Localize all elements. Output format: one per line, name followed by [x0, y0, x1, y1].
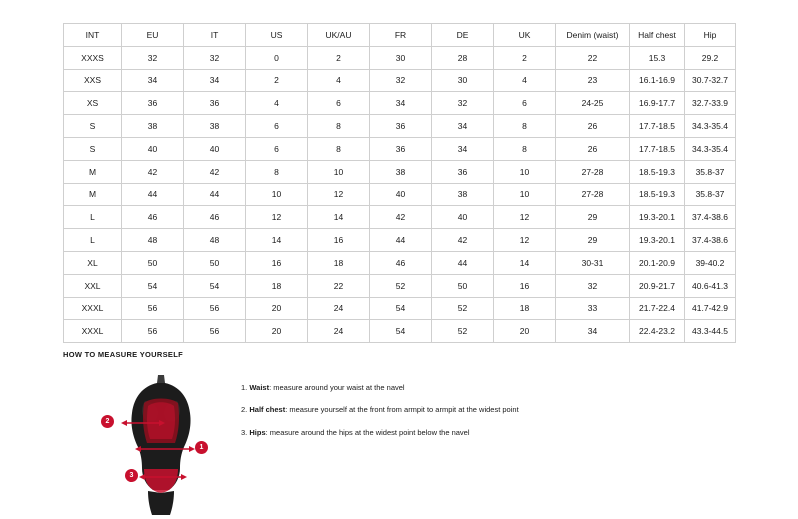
- cell-us: 0: [246, 46, 308, 69]
- cell-it: 56: [184, 297, 246, 320]
- step-term: Half chest: [249, 405, 286, 415]
- how-to-measure-body: [63, 373, 763, 518]
- cell-it: 38: [184, 115, 246, 138]
- bullet-marker-3: 3: [125, 469, 138, 482]
- column-header-int: INT: [64, 24, 122, 47]
- cell-us: 4: [246, 92, 308, 115]
- cell-de: 52: [432, 320, 494, 343]
- cell-uk-au: 18: [308, 251, 370, 274]
- table-body: [64, 46, 736, 342]
- table-row: [64, 297, 736, 320]
- cell-fr: 46: [370, 251, 432, 274]
- cell-half-chest: 17.7-18.5: [630, 115, 685, 138]
- cell-us: 8: [246, 160, 308, 183]
- cell-de: 28: [432, 46, 494, 69]
- table-row: [64, 160, 736, 183]
- table-row: [64, 92, 736, 115]
- column-header-us: US: [246, 24, 308, 47]
- cell-half-chest: 18.5-19.3: [630, 183, 685, 206]
- cell-eu: 36: [122, 92, 184, 115]
- cell-us: 2: [246, 69, 308, 92]
- cell-int: S: [64, 115, 122, 138]
- cell-half-chest: 19.3-20.1: [630, 229, 685, 252]
- table-row: [64, 115, 736, 138]
- cell-de: 38: [432, 183, 494, 206]
- cell-de: 34: [432, 137, 494, 160]
- step-term: Hips: [249, 427, 266, 437]
- how-to-measure-section: [63, 350, 763, 518]
- table-row: [64, 183, 736, 206]
- cell-half-chest: 18.5-19.3: [630, 160, 685, 183]
- cell-uk: 18: [494, 297, 556, 320]
- cell-fr: 36: [370, 115, 432, 138]
- cell-eu: 48: [122, 229, 184, 252]
- cell-uk-au: 22: [308, 274, 370, 297]
- cell-uk-au: 10: [308, 160, 370, 183]
- cell-eu: 44: [122, 183, 184, 206]
- measure-step-hips: [241, 428, 519, 437]
- cell-eu: 34: [122, 69, 184, 92]
- cell-eu: 56: [122, 320, 184, 343]
- cell-int: XXXS: [64, 46, 122, 69]
- cell-it: 32: [184, 46, 246, 69]
- cell-fr: 54: [370, 320, 432, 343]
- measure-step-waist: [241, 383, 519, 392]
- cell-fr: 52: [370, 274, 432, 297]
- step-number: 1.: [241, 383, 248, 392]
- cell-uk-au: 8: [308, 137, 370, 160]
- cell-half-chest: 15.3: [630, 46, 685, 69]
- cell-it: 54: [184, 274, 246, 297]
- cell-de: 36: [432, 160, 494, 183]
- cell-de: 50: [432, 274, 494, 297]
- cell-fr: 32: [370, 69, 432, 92]
- cell-half-chest: 19.3-20.1: [630, 206, 685, 229]
- cell-half-chest: 16.1-16.9: [630, 69, 685, 92]
- cell-us: 6: [246, 137, 308, 160]
- cell-uk-au: 4: [308, 69, 370, 92]
- step-text: : measure around the hips at the widest point below the navel: [265, 427, 470, 437]
- cell-de: 52: [432, 297, 494, 320]
- cell-int: L: [64, 229, 122, 252]
- cell-hip: 32.7-33.9: [685, 92, 736, 115]
- cell-de: 42: [432, 229, 494, 252]
- cell-denim-waist: 24-25: [556, 92, 630, 115]
- cell-int: XXL: [64, 274, 122, 297]
- cell-fr: 44: [370, 229, 432, 252]
- size-chart-table: [63, 23, 736, 343]
- cell-eu: 42: [122, 160, 184, 183]
- bullet-marker-2: 2: [101, 415, 114, 428]
- cell-hip: 37.4-38.6: [685, 206, 736, 229]
- cell-half-chest: 16.9-17.7: [630, 92, 685, 115]
- cell-hip: 43.3-44.5: [685, 320, 736, 343]
- table-row: [64, 69, 736, 92]
- cell-int: L: [64, 206, 122, 229]
- cell-us: 20: [246, 297, 308, 320]
- measure-steps-list: [241, 373, 519, 450]
- cell-uk: 8: [494, 115, 556, 138]
- cell-hip: 35.8-37: [685, 183, 736, 206]
- cell-int: M: [64, 160, 122, 183]
- cell-eu: 32: [122, 46, 184, 69]
- cell-uk-au: 2: [308, 46, 370, 69]
- cell-us: 20: [246, 320, 308, 343]
- cell-it: 50: [184, 251, 246, 274]
- cell-it: 48: [184, 229, 246, 252]
- cell-uk: 14: [494, 251, 556, 274]
- cell-hip: 29.2: [685, 46, 736, 69]
- column-header-hip: Hip: [685, 24, 736, 47]
- cell-us: 12: [246, 206, 308, 229]
- cell-int: S: [64, 137, 122, 160]
- cell-hip: 39-40.2: [685, 251, 736, 274]
- cell-it: 36: [184, 92, 246, 115]
- column-header-eu: EU: [122, 24, 184, 47]
- measure-step-half-chest: [241, 405, 519, 414]
- cell-denim-waist: 23: [556, 69, 630, 92]
- cell-hip: 37.4-38.6: [685, 229, 736, 252]
- cell-denim-waist: 27-28: [556, 160, 630, 183]
- cell-uk: 6: [494, 92, 556, 115]
- cell-eu: 50: [122, 251, 184, 274]
- cell-eu: 56: [122, 297, 184, 320]
- cell-us: 16: [246, 251, 308, 274]
- cell-eu: 46: [122, 206, 184, 229]
- cell-half-chest: 21.7-22.4: [630, 297, 685, 320]
- cell-uk-au: 14: [308, 206, 370, 229]
- cell-denim-waist: 22: [556, 46, 630, 69]
- bullet-marker-1: 1: [195, 441, 208, 454]
- header-row: [64, 24, 736, 47]
- cell-denim-waist: 26: [556, 115, 630, 138]
- column-header-half-chest: Half chest: [630, 24, 685, 47]
- table-row: [64, 137, 736, 160]
- cell-de: 34: [432, 115, 494, 138]
- cell-denim-waist: 29: [556, 206, 630, 229]
- cell-denim-waist: 29: [556, 229, 630, 252]
- cell-eu: 54: [122, 274, 184, 297]
- cell-it: 56: [184, 320, 246, 343]
- cell-uk: 2: [494, 46, 556, 69]
- cell-int: XS: [64, 92, 122, 115]
- cell-hip: 35.8-37: [685, 160, 736, 183]
- cell-it: 42: [184, 160, 246, 183]
- cell-int: M: [64, 183, 122, 206]
- cell-uk: 12: [494, 206, 556, 229]
- step-term: Waist: [249, 383, 270, 392]
- cell-it: 44: [184, 183, 246, 206]
- table-row: [64, 320, 736, 343]
- cell-de: 40: [432, 206, 494, 229]
- cell-fr: 38: [370, 160, 432, 183]
- mannequin-figure: [101, 373, 221, 518]
- cell-fr: 40: [370, 183, 432, 206]
- cell-uk: 20: [494, 320, 556, 343]
- cell-denim-waist: 27-28: [556, 183, 630, 206]
- cell-hip: 34.3-35.4: [685, 137, 736, 160]
- table-row: [64, 274, 736, 297]
- table-row: [64, 206, 736, 229]
- cell-it: 46: [184, 206, 246, 229]
- column-header-fr: FR: [370, 24, 432, 47]
- cell-int: XXXL: [64, 297, 122, 320]
- table-header: [64, 24, 736, 47]
- table-row: [64, 46, 736, 69]
- cell-it: 40: [184, 137, 246, 160]
- cell-half-chest: 17.7-18.5: [630, 137, 685, 160]
- cell-us: 14: [246, 229, 308, 252]
- column-header-de: DE: [432, 24, 494, 47]
- cell-fr: 54: [370, 297, 432, 320]
- cell-half-chest: 20.9-21.7: [630, 274, 685, 297]
- cell-uk: 4: [494, 69, 556, 92]
- cell-int: XXS: [64, 69, 122, 92]
- cell-uk-au: 8: [308, 115, 370, 138]
- cell-denim-waist: 32: [556, 274, 630, 297]
- cell-int: XXXL: [64, 320, 122, 343]
- table-row: [64, 251, 736, 274]
- cell-uk-au: 24: [308, 320, 370, 343]
- cell-eu: 40: [122, 137, 184, 160]
- column-header-uk: UK: [494, 24, 556, 47]
- cell-uk-au: 6: [308, 92, 370, 115]
- how-to-measure-title: HOW TO MEASURE YOURSELF: [63, 350, 183, 359]
- cell-half-chest: 22.4-23.2: [630, 320, 685, 343]
- column-header-denim-waist: Denim (waist): [556, 24, 630, 47]
- cell-eu: 38: [122, 115, 184, 138]
- cell-hip: 40.6-41.3: [685, 274, 736, 297]
- cell-uk-au: 16: [308, 229, 370, 252]
- cell-us: 10: [246, 183, 308, 206]
- cell-uk: 12: [494, 229, 556, 252]
- cell-denim-waist: 34: [556, 320, 630, 343]
- cell-fr: 30: [370, 46, 432, 69]
- cell-denim-waist: 33: [556, 297, 630, 320]
- table-row: [64, 229, 736, 252]
- step-number: 2.: [241, 405, 248, 415]
- cell-uk: 8: [494, 137, 556, 160]
- cell-it: 34: [184, 69, 246, 92]
- cell-int: XL: [64, 251, 122, 274]
- cell-uk: 16: [494, 274, 556, 297]
- cell-uk: 10: [494, 183, 556, 206]
- cell-hip: 34.3-35.4: [685, 115, 736, 138]
- step-text: : measure yourself at the front from armpit to armpit at the widest point: [285, 405, 519, 415]
- cell-denim-waist: 30-31: [556, 251, 630, 274]
- cell-uk-au: 12: [308, 183, 370, 206]
- cell-de: 30: [432, 69, 494, 92]
- cell-us: 18: [246, 274, 308, 297]
- cell-fr: 34: [370, 92, 432, 115]
- column-header-it: IT: [184, 24, 246, 47]
- cell-de: 32: [432, 92, 494, 115]
- cell-fr: 42: [370, 206, 432, 229]
- step-text: : measure around your waist at the navel: [269, 383, 405, 392]
- cell-uk: 10: [494, 160, 556, 183]
- cell-us: 6: [246, 115, 308, 138]
- column-header-uk-au: UK/AU: [308, 24, 370, 47]
- cell-hip: 41.7-42.9: [685, 297, 736, 320]
- cell-denim-waist: 26: [556, 137, 630, 160]
- cell-de: 44: [432, 251, 494, 274]
- cell-fr: 36: [370, 137, 432, 160]
- cell-half-chest: 20.1-20.9: [630, 251, 685, 274]
- cell-uk-au: 24: [308, 297, 370, 320]
- step-number: 3.: [241, 427, 248, 437]
- cell-hip: 30.7-32.7: [685, 69, 736, 92]
- size-chart-container: [63, 23, 735, 343]
